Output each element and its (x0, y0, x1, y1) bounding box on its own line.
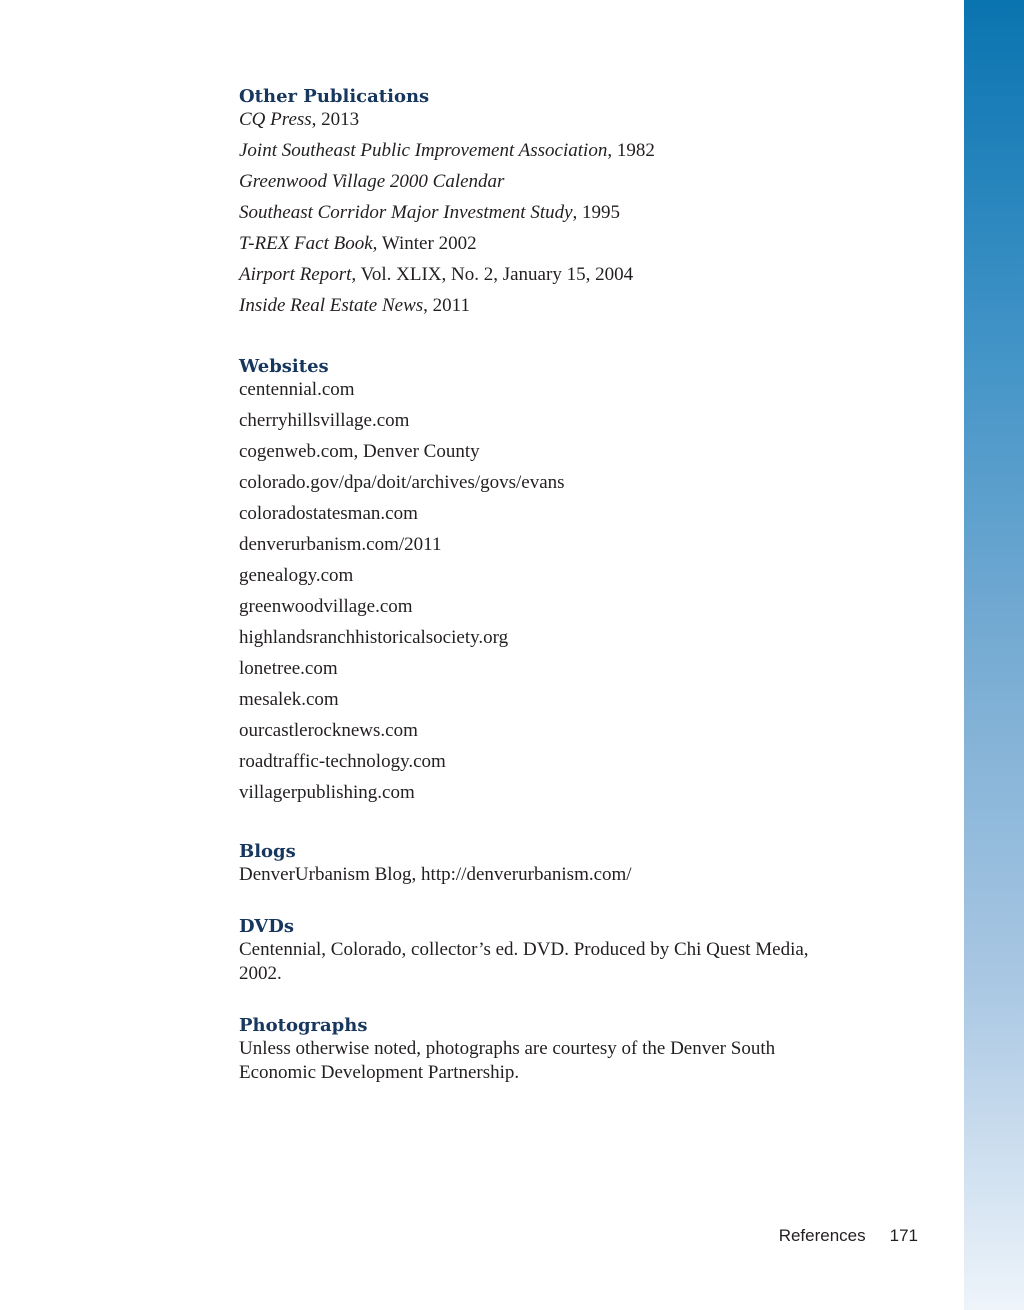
website-item: lonetree.com (239, 658, 338, 679)
blogs-section (239, 841, 839, 887)
page-footer (700, 1226, 918, 1246)
footer-section-label: References (778, 1226, 866, 1245)
blogs-heading: Blogs (239, 841, 296, 862)
other-publications-heading: Other Publications (239, 86, 430, 107)
website-item: genealogy.com (239, 565, 354, 586)
websites-heading: Websites (239, 356, 329, 377)
publication-title: Joint Southeast Public Improvement Association (239, 140, 608, 161)
dvds-entry: Centennial, Colorado, collector’s ed. DVD. Produced by Chi Quest Media, 2002. (239, 939, 809, 984)
other-publications-section (239, 86, 839, 318)
publication-item (239, 201, 839, 225)
website-item: cogenweb.com, Denver County (239, 441, 480, 462)
website-item: centennial.com (239, 379, 355, 400)
publication-title: T-REX Fact Book (239, 233, 373, 254)
references-content (239, 86, 839, 1085)
website-item: cherryhillsvillage.com (239, 410, 410, 431)
photographs-heading: Photographs (239, 1015, 368, 1036)
website-item: denverurbanism.com/2011 (239, 534, 442, 555)
website-item: greenwoodvillage.com (239, 596, 413, 617)
publication-details: , Winter 2002 (372, 233, 477, 254)
publication-title: Inside Real Estate News (239, 295, 424, 316)
publication-item (239, 263, 839, 287)
publication-title: Greenwood Village 2000 Calendar (239, 171, 505, 192)
publication-item (239, 108, 839, 132)
side-color-band (964, 0, 1024, 1310)
publication-item (239, 294, 839, 318)
websites-list (239, 378, 839, 805)
publication-item (239, 139, 839, 163)
publication-details: Vol. XLIX, No. 2, January 15, 2004 (356, 264, 634, 285)
publication-details: , 2011 (423, 295, 470, 316)
publication-title: CQ Press (239, 109, 312, 130)
page-number: 171 (889, 1226, 918, 1245)
dvds-section (239, 916, 839, 986)
publication-item (239, 232, 839, 256)
publications-list (239, 108, 839, 318)
website-item: villagerpublishing.com (239, 782, 415, 803)
website-item: ourcastlerocknews.com (239, 720, 418, 741)
website-item: highlandsranchhistoricalsociety.org (239, 627, 509, 648)
publication-details: , 1982 (607, 140, 655, 161)
blogs-entry: DenverUrbanism Blog, http://denverurbanism.com/ (239, 864, 632, 885)
publication-item (239, 170, 839, 194)
website-item: mesalek.com (239, 689, 339, 710)
website-item: colorado.gov/dpa/doit/archives/govs/evans (239, 472, 565, 493)
website-item: roadtraffic-technology.com (239, 751, 446, 772)
photographs-entry: Unless otherwise noted, photographs are courtesy of the Denver South Economic Development Partnership. (239, 1038, 776, 1083)
publication-details: , 1995 (572, 202, 621, 223)
website-item: coloradostatesman.com (239, 503, 418, 524)
dvds-heading: DVDs (239, 916, 295, 937)
websites-section (239, 356, 839, 805)
publication-details: , 2013 (311, 109, 360, 130)
publication-title: Airport Report, (239, 264, 357, 285)
photographs-section (239, 1015, 839, 1085)
publication-title: Southeast Corridor Major Investment Study (239, 202, 573, 223)
